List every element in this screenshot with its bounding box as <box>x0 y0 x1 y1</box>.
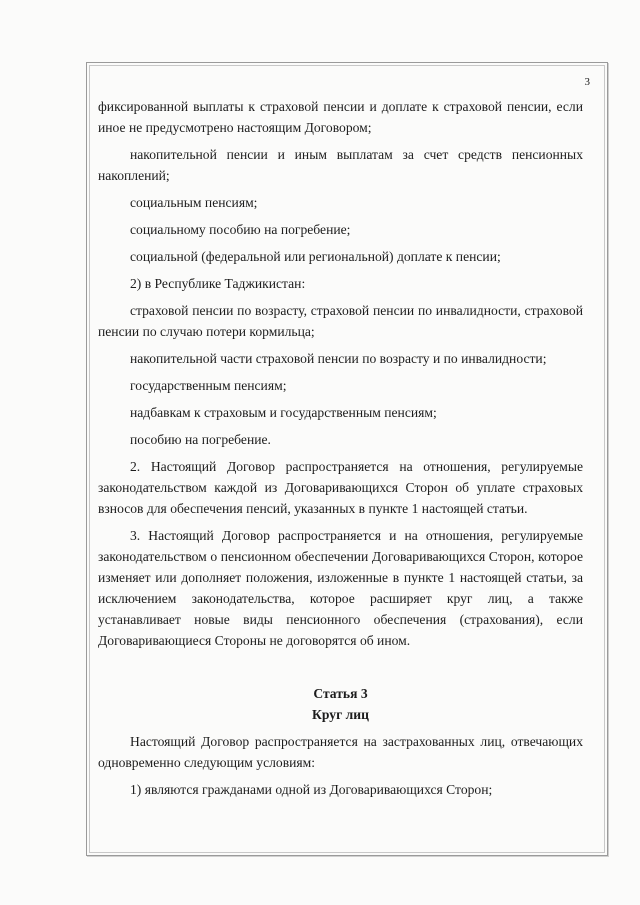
paragraph-social-pensions: социальным пенсиям; <box>130 195 258 210</box>
paragraph-supplements: надбавкам к страховым и государственным пенсиям; <box>130 405 437 420</box>
paragraph-clause-3: 3. Настоящий Договор распространяется и на отношения, регулируемые законодательством о пенсионном обеспечении Договаривающихся Сторон, которое изменяет или дополняет положения, изложенные в пункте 1 настоящей статьи, за исключением законодательства, которое расширяет круг лиц, а также устанавливает новые виды пенсионного обеспечения (страхования), если Договаривающиеся Стороны не договорятся об ином. <box>98 528 583 648</box>
paragraph-insurance-pension: страховой пенсии по возрасту, страховой пенсии по инвалидности, страховой пенсии по случаю потери кормильца; <box>98 303 583 339</box>
article-title: Статья 3 <box>313 686 368 701</box>
paragraph-state-pensions: государственным пенсиям; <box>130 378 287 393</box>
paragraph-funded-pension: накопительной пенсии и иным выплатам за счет средств пенсионных накоплений; <box>98 147 583 183</box>
paragraph-condition-1: 1) являются гражданами одной из Договаривающихся Сторон; <box>130 782 493 797</box>
paragraph-clause-2: 2. Настоящий Договор распространяется на отношения, регулируемые законодательством каждой из Договаривающихся Сторон об уплате страховых взносов для обеспечения пенсий, указанных в пункте 1 настоящей статьи. <box>98 459 583 516</box>
paragraph-tajikistan: 2) в Республике Таджикистан: <box>130 276 306 291</box>
paragraph-social-supplement: социальной (федеральной или региональной) доплате к пенсии; <box>130 249 501 264</box>
article-spacer <box>98 651 583 683</box>
page-number: 3 <box>584 76 590 88</box>
paragraph-burial: пособию на погребение. <box>130 432 271 447</box>
paragraph-fixed-payment: фиксированной выплаты к страховой пенсии и доплате к страховой пенсии, если иное не предусмотрено настоящим Договором; <box>98 99 583 135</box>
article-name: Круг лиц <box>312 707 369 722</box>
paragraph-burial-allowance: социальному пособию на погребение; <box>130 222 351 237</box>
paragraph-scope: Настоящий Договор распространяется на застрахованных лиц, отвечающих одновременно следующим условиям: <box>98 734 583 770</box>
document-body <box>98 96 583 800</box>
paragraph-funded-part: накопительной части страховой пенсии по возрасту и по инвалидности; <box>130 351 547 366</box>
